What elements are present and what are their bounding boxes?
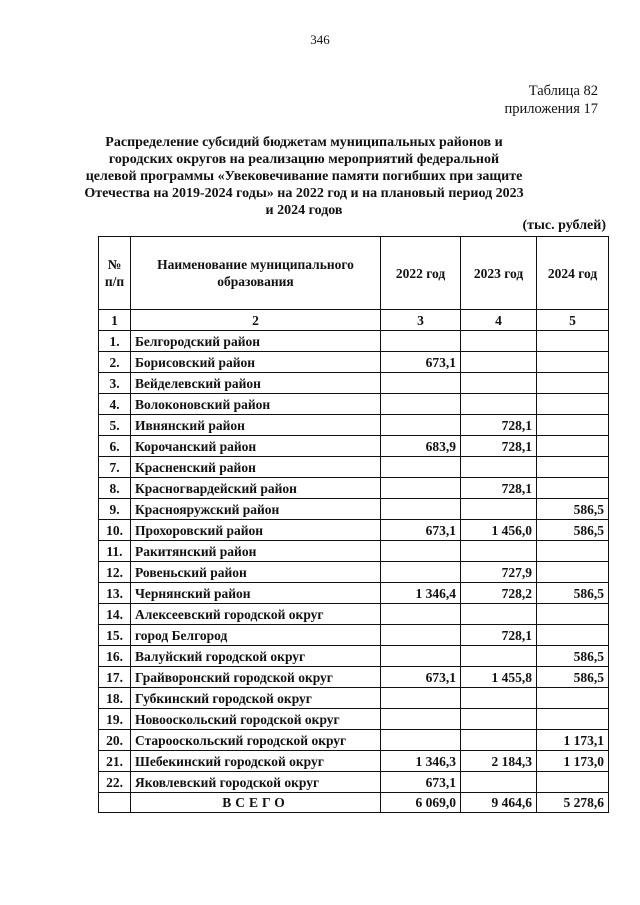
value-2023 bbox=[461, 499, 537, 520]
table-row bbox=[99, 394, 609, 415]
table-row bbox=[99, 667, 609, 688]
value-2022: 1 346,4 bbox=[381, 583, 461, 604]
value-2024: 1 173,0 bbox=[537, 751, 609, 772]
value-2024 bbox=[537, 625, 609, 646]
value-2024 bbox=[537, 415, 609, 436]
value-2023 bbox=[461, 352, 537, 373]
table-row bbox=[99, 688, 609, 709]
table-row bbox=[99, 730, 609, 751]
table-row bbox=[99, 415, 609, 436]
municipality-name: Корочанский район bbox=[131, 436, 381, 457]
total-row bbox=[99, 793, 609, 813]
table-row bbox=[99, 520, 609, 541]
municipality-name: Валуйский городской округ bbox=[131, 646, 381, 667]
value-2024 bbox=[537, 562, 609, 583]
value-2024 bbox=[537, 478, 609, 499]
row-number: 9. bbox=[99, 499, 131, 520]
value-2023 bbox=[461, 394, 537, 415]
table-ref-line1: Таблица 82 bbox=[528, 83, 598, 99]
row-number: 4. bbox=[99, 394, 131, 415]
value-2023 bbox=[461, 541, 537, 562]
municipality-name: Прохоровский район bbox=[131, 520, 381, 541]
table-row bbox=[99, 583, 609, 604]
table-row bbox=[99, 499, 609, 520]
value-2024 bbox=[537, 394, 609, 415]
row-number: 1. bbox=[99, 331, 131, 352]
value-2022: 673,1 bbox=[381, 352, 461, 373]
value-2022 bbox=[381, 646, 461, 667]
municipality-name: Красненский район bbox=[131, 457, 381, 478]
value-2022: 673,1 bbox=[381, 667, 461, 688]
value-2024 bbox=[537, 331, 609, 352]
value-2022 bbox=[381, 730, 461, 751]
value-2024 bbox=[537, 436, 609, 457]
table-row bbox=[99, 541, 609, 562]
value-2022 bbox=[381, 415, 461, 436]
row-number: 3. bbox=[99, 373, 131, 394]
value-2024: 586,5 bbox=[537, 667, 609, 688]
table-row bbox=[99, 646, 609, 667]
header-2024: 2024 год bbox=[537, 237, 609, 310]
value-2022: 673,1 bbox=[381, 520, 461, 541]
value-2022: 673,1 bbox=[381, 772, 461, 793]
row-number: 7. bbox=[99, 457, 131, 478]
header-2023: 2023 год bbox=[461, 237, 537, 310]
table-row bbox=[99, 625, 609, 646]
value-2022 bbox=[381, 562, 461, 583]
table-row bbox=[99, 478, 609, 499]
value-2023 bbox=[461, 730, 537, 751]
value-2024 bbox=[537, 373, 609, 394]
value-2024 bbox=[537, 709, 609, 730]
municipality-name: Шебекинский городской округ bbox=[131, 751, 381, 772]
column-number: 2 bbox=[131, 310, 381, 331]
municipality-name: Ровеньский район bbox=[131, 562, 381, 583]
value-2023: 1 456,0 bbox=[461, 520, 537, 541]
value-2022: 1 346,3 bbox=[381, 751, 461, 772]
table-row bbox=[99, 751, 609, 772]
municipality-name: Яковлевский городской округ bbox=[131, 772, 381, 793]
row-number: 21. bbox=[99, 751, 131, 772]
value-2023 bbox=[461, 646, 537, 667]
column-number: 3 bbox=[381, 310, 461, 331]
column-number: 4 bbox=[461, 310, 537, 331]
table-body bbox=[99, 331, 609, 793]
row-number: 15. bbox=[99, 625, 131, 646]
municipality-name: Чернянский район bbox=[131, 583, 381, 604]
header-2022: 2022 год bbox=[381, 237, 461, 310]
column-number: 5 bbox=[537, 310, 609, 331]
row-number: 19. bbox=[99, 709, 131, 730]
value-2024 bbox=[537, 457, 609, 478]
table-row bbox=[99, 562, 609, 583]
municipality-name: Волоконовский район bbox=[131, 394, 381, 415]
municipality-name: Грайворонский городской округ bbox=[131, 667, 381, 688]
total-label: ВСЕГО bbox=[131, 793, 381, 813]
municipality-name: Краснояружский район bbox=[131, 499, 381, 520]
value-2024: 1 173,1 bbox=[537, 730, 609, 751]
value-2022 bbox=[381, 478, 461, 499]
total-2022: 6 069,0 bbox=[381, 793, 461, 813]
value-2023 bbox=[461, 772, 537, 793]
units-label: (тыс. рублей) bbox=[522, 218, 606, 233]
table-row bbox=[99, 331, 609, 352]
value-2022 bbox=[381, 541, 461, 562]
municipality-name: Губкинский городской округ bbox=[131, 688, 381, 709]
municipality-name: Красногвардейский район bbox=[131, 478, 381, 499]
value-2022 bbox=[381, 604, 461, 625]
value-2024 bbox=[537, 352, 609, 373]
row-number: 14. bbox=[99, 604, 131, 625]
municipality-name: Алексеевский городской округ bbox=[131, 604, 381, 625]
row-number: 5. bbox=[99, 415, 131, 436]
table-row bbox=[99, 436, 609, 457]
value-2023: 728,1 bbox=[461, 415, 537, 436]
value-2024: 586,5 bbox=[537, 499, 609, 520]
value-2023: 728,1 bbox=[461, 436, 537, 457]
row-number: 16. bbox=[99, 646, 131, 667]
value-2023 bbox=[461, 331, 537, 352]
table-ref-line2: приложения 17 bbox=[504, 101, 598, 117]
table-reference bbox=[505, 82, 598, 118]
value-2022 bbox=[381, 373, 461, 394]
table-row bbox=[99, 457, 609, 478]
header-name: Наименование муниципального образования bbox=[131, 237, 381, 310]
value-2023 bbox=[461, 457, 537, 478]
value-2022 bbox=[381, 625, 461, 646]
table-header-row bbox=[99, 237, 609, 310]
subsidy-table bbox=[98, 236, 609, 813]
value-2024 bbox=[537, 604, 609, 625]
row-number: 8. bbox=[99, 478, 131, 499]
table-row bbox=[99, 604, 609, 625]
table-row bbox=[99, 373, 609, 394]
row-number: 12. bbox=[99, 562, 131, 583]
value-2022 bbox=[381, 499, 461, 520]
municipality-name: Ивнянский район bbox=[131, 415, 381, 436]
row-number: 10. bbox=[99, 520, 131, 541]
value-2023: 1 455,8 bbox=[461, 667, 537, 688]
row-number: 6. bbox=[99, 436, 131, 457]
value-2024 bbox=[537, 541, 609, 562]
value-2024: 586,5 bbox=[537, 583, 609, 604]
value-2022 bbox=[381, 709, 461, 730]
row-number: 20. bbox=[99, 730, 131, 751]
value-2023: 728,2 bbox=[461, 583, 537, 604]
row-number: 22. bbox=[99, 772, 131, 793]
value-2023 bbox=[461, 688, 537, 709]
municipality-name: город Белгород bbox=[131, 625, 381, 646]
value-2023 bbox=[461, 373, 537, 394]
row-number: 11. bbox=[99, 541, 131, 562]
table-row bbox=[99, 772, 609, 793]
value-2023: 728,1 bbox=[461, 625, 537, 646]
municipality-name: Ракитянский район bbox=[131, 541, 381, 562]
total-2024: 5 278,6 bbox=[537, 793, 609, 813]
municipality-name: Старооскольский городской округ bbox=[131, 730, 381, 751]
value-2023: 727,9 bbox=[461, 562, 537, 583]
column-numbers-row bbox=[99, 310, 609, 331]
municipality-name: Новооскольский городской округ bbox=[131, 709, 381, 730]
total-2023: 9 464,6 bbox=[461, 793, 537, 813]
value-2022 bbox=[381, 394, 461, 415]
header-num: № п/п bbox=[99, 237, 131, 310]
table-row bbox=[99, 709, 609, 730]
municipality-name: Белгородский район bbox=[131, 331, 381, 352]
row-number: 18. bbox=[99, 688, 131, 709]
value-2024 bbox=[537, 772, 609, 793]
value-2023: 2 184,3 bbox=[461, 751, 537, 772]
document-title: Распределение субсидий бюджетам муниципальных районов и городских округов на реализацию мероприятий федеральной целевой программы «Увековечивание памяти погибших при защите Отечества на 2019-2024 годы» на 2022 год и на плановый период 2023 и 2024 годов bbox=[84, 135, 524, 218]
value-2023: 728,1 bbox=[461, 478, 537, 499]
value-2024: 586,5 bbox=[537, 520, 609, 541]
value-2022 bbox=[381, 688, 461, 709]
row-number: 13. bbox=[99, 583, 131, 604]
value-2022 bbox=[381, 457, 461, 478]
column-number: 1 bbox=[99, 310, 131, 331]
municipality-name: Вейделевский район bbox=[131, 373, 381, 394]
value-2023 bbox=[461, 709, 537, 730]
value-2023 bbox=[461, 604, 537, 625]
row-number: 17. bbox=[99, 667, 131, 688]
value-2022 bbox=[381, 331, 461, 352]
page-number: 346 bbox=[310, 32, 330, 47]
value-2024: 586,5 bbox=[537, 646, 609, 667]
value-2024 bbox=[537, 688, 609, 709]
municipality-name: Борисовский район bbox=[131, 352, 381, 373]
row-number: 2. bbox=[99, 352, 131, 373]
table-row bbox=[99, 352, 609, 373]
value-2022: 683,9 bbox=[381, 436, 461, 457]
